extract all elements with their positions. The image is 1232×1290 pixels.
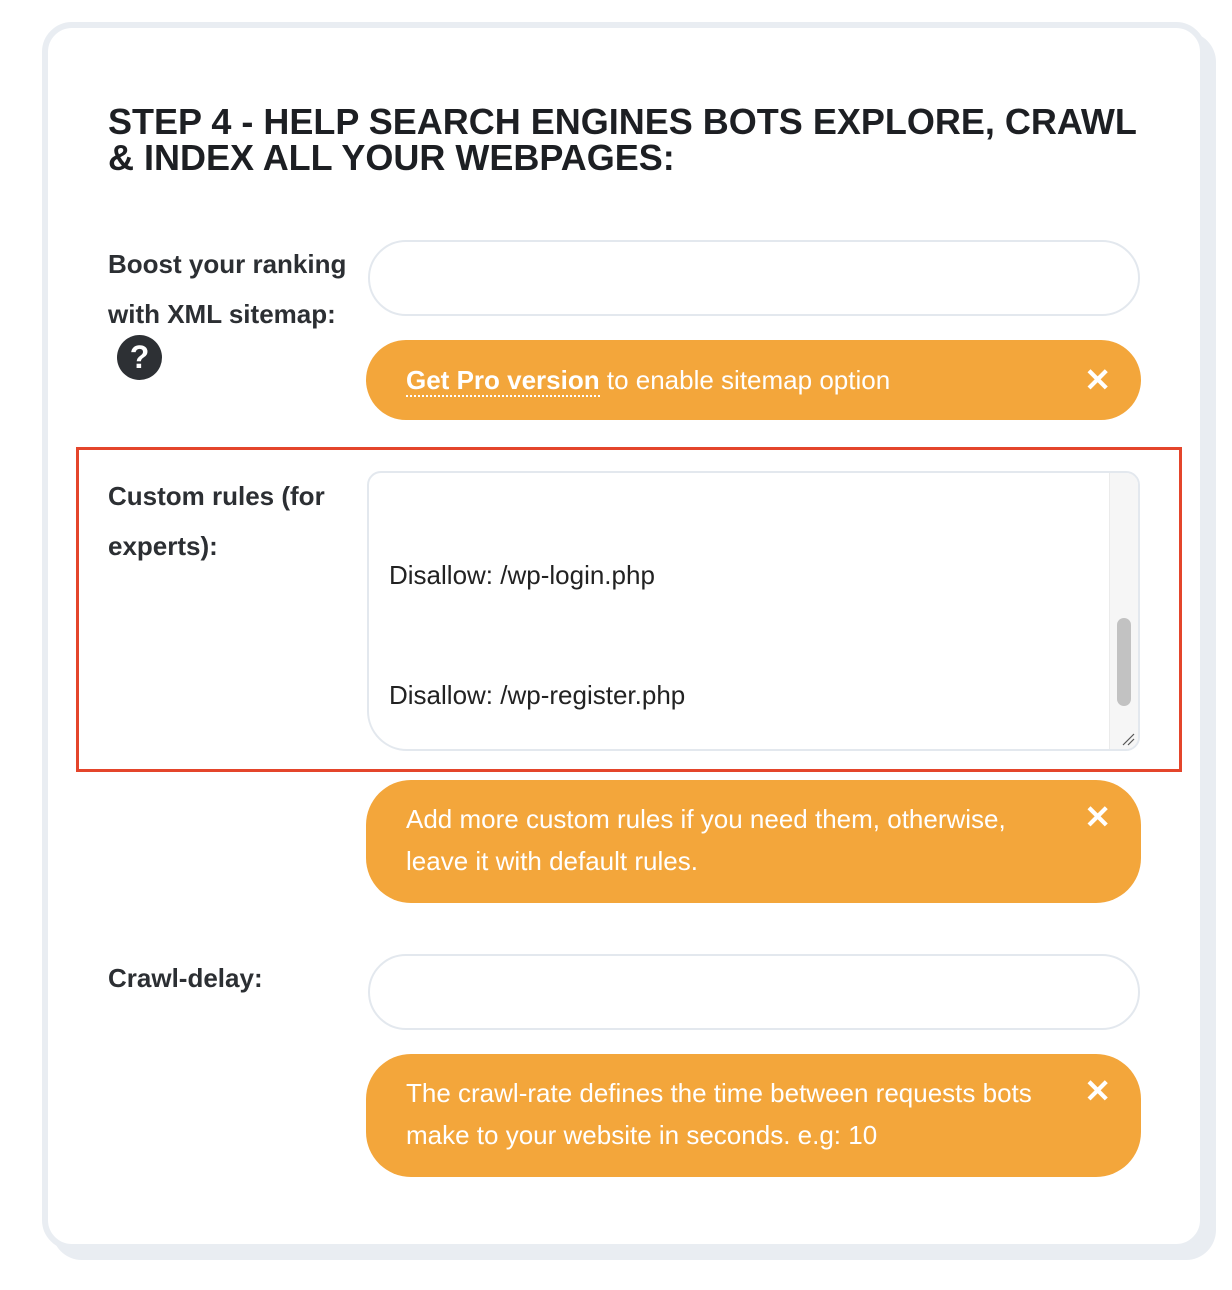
crawl-delay-input[interactable] [368,954,1140,1030]
crawl-delay-notice-text: The crawl-rate defines the time between requests bots make to your website in seconds. e.g: 10 [406,1078,1032,1150]
crawl-delay-notice [366,1054,1141,1177]
custom-rules-textarea[interactable] [367,471,1140,751]
textarea-scrollbar[interactable] [1109,473,1138,749]
custom-rules-content [389,475,703,751]
sitemap-pro-notice [366,340,1141,420]
rule-line: Disallow: /wp-register.php [389,680,686,710]
custom-rules-label: Custom rules (for experts): [108,481,325,561]
rule-line: Disallow: /wp-login.php [389,560,655,590]
custom-rules-notice [366,780,1141,903]
custom-rules-notice-text: Add more custom rules if you need them, otherwise, leave it with default rules. [406,804,1006,876]
get-pro-link[interactable]: Get Pro version [406,365,600,395]
sitemap-notice-text: to enable sitemap option [599,365,891,395]
resize-grip-icon[interactable] [1121,732,1135,746]
crawl-delay-label: Crawl-delay: [108,963,263,993]
step-heading: STEP 4 - HELP SEARCH ENGINES BOTS EXPLORE, CRAWL & INDEX ALL YOUR WEBPAGES: [108,101,1137,178]
sitemap-input[interactable] [368,240,1140,316]
close-icon[interactable]: ✕ [1084,1073,1111,1109]
scrollbar-thumb[interactable] [1117,618,1131,706]
sitemap-label: Boost your ranking with XML sitemap: [108,249,347,329]
close-icon[interactable]: ✕ [1084,362,1111,398]
question-circle-icon[interactable]: ? [117,335,162,380]
close-icon[interactable]: ✕ [1084,799,1111,835]
